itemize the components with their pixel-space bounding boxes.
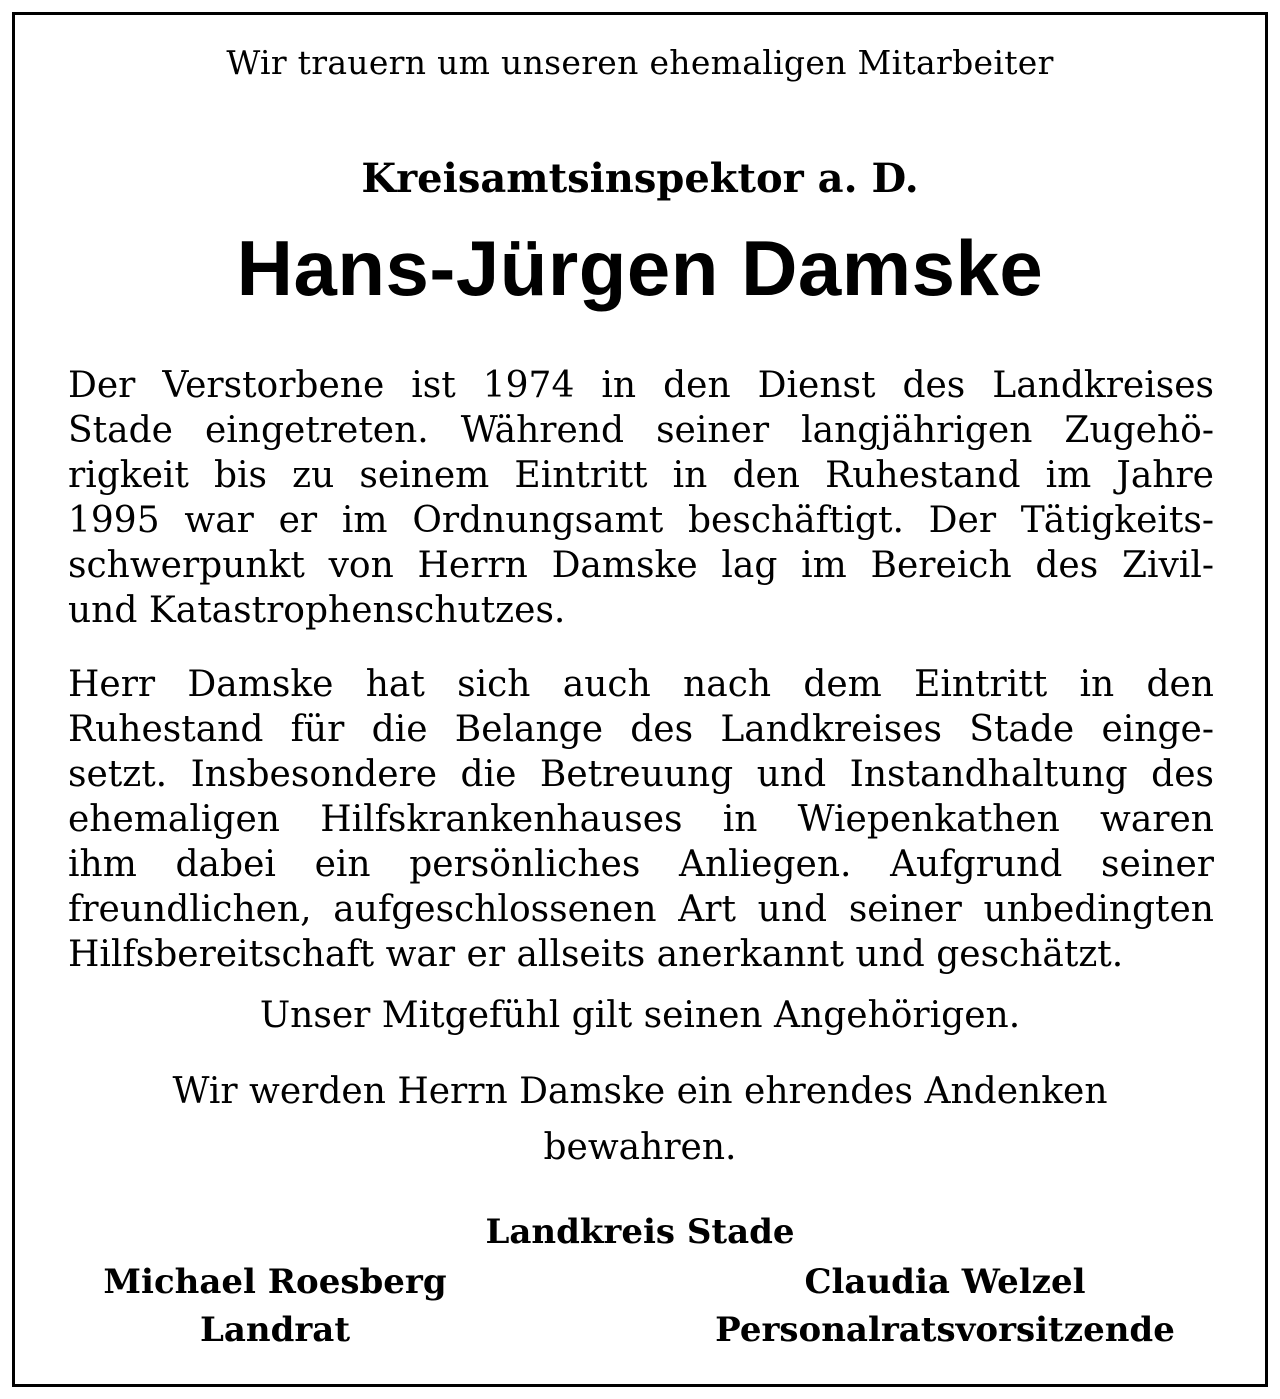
paragraph-line: Stade eingetreten. Während seiner langjährigen Zugehö- xyxy=(68,410,1214,451)
paragraph-line: und Katastrophenschutzes. xyxy=(68,590,566,631)
signature-name: Michael Roesberg xyxy=(103,1262,447,1302)
paragraph-line: ehemaligen Hilfskrankenhauses in Wiepenkathen waren xyxy=(68,799,1214,840)
paragraph-line: schwerpunkt von Herrn Damske lag im Bereich des Zivil- xyxy=(68,545,1214,586)
paragraph-line: Herr Damske hat sich auch nach dem Eintritt in den xyxy=(68,664,1214,705)
memory-line: bewahren. xyxy=(543,1127,737,1168)
memory-line: Wir werden Herrn Damske ein ehrendes Andenken xyxy=(172,1071,1108,1112)
signature-title: Personalratsvorsitzende xyxy=(715,1310,1175,1350)
deceased-name: Hans-Jürgen Damske xyxy=(236,224,1044,312)
paragraph-line: setzt. Insbesondere die Betreuung und Instandhaltung des xyxy=(68,754,1214,795)
deceased-rank: Kreisamtsinspektor a. D. xyxy=(361,155,919,202)
paragraph-line: 1995 war er im Ordnungsamt beschäftigt. Der Tätigkeits- xyxy=(68,500,1214,541)
paragraph-retirement xyxy=(68,662,1214,977)
intro-line: Wir trauern um unseren ehemaligen Mitarbeiter xyxy=(226,43,1054,82)
paragraph-career xyxy=(68,363,1214,633)
obituary-notice xyxy=(12,12,1268,1387)
paragraph-line: ihm dabei ein persönliches Anliegen. Aufgrund seiner xyxy=(68,844,1214,885)
paragraph-line: freundlichen, aufgeschlossenen Art und seiner unbedingten xyxy=(68,889,1214,930)
paragraph-line: Hilfsbereitschaft war er allseits anerkannt und geschätzt. xyxy=(68,934,1124,975)
signature-organization: Landkreis Stade xyxy=(485,1212,795,1252)
signature-right xyxy=(675,1258,1215,1354)
signature-title: Landrat xyxy=(199,1310,351,1350)
signature-left xyxy=(75,1258,475,1354)
paragraph-line: Ruhestand für die Belange des Landkreises Stade einge- xyxy=(68,709,1214,750)
paragraph-line: rigkeit bis zu seinem Eintritt in den Ruhestand im Jahre xyxy=(68,455,1214,496)
paragraph-line: Der Verstorbene ist 1974 in den Dienst des Landkreises xyxy=(68,365,1214,406)
signature-name: Claudia Welzel xyxy=(804,1262,1086,1302)
sympathy-line: Unser Mitgefühl gilt seinen Angehörigen. xyxy=(259,995,1021,1036)
